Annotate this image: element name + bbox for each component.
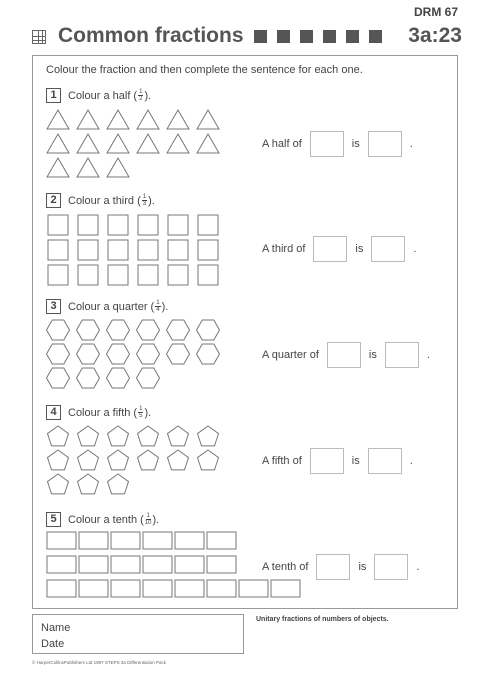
pentagon-shape[interactable]: [108, 426, 129, 446]
sentence-4: A fifth of is .: [262, 448, 413, 474]
fraction: $\frac{1}{3}$: [142, 194, 147, 207]
fraction: $\frac{1}{4}$: [156, 300, 160, 313]
hexagon-shape[interactable]: [167, 320, 190, 340]
fraction: $\frac{1}{10}$: [144, 513, 152, 526]
sheet-code-top: DRM 67: [413, 5, 458, 19]
question-number: 1: [46, 88, 61, 103]
footer-caption: Unitary fractions of numbers of objects.: [256, 616, 389, 623]
pentagon-shape[interactable]: [168, 450, 189, 470]
triangle-shape[interactable]: [107, 134, 129, 153]
rectangle-shape[interactable]: [79, 556, 108, 573]
pentagon-shape[interactable]: [48, 426, 69, 446]
hexagon-shape[interactable]: [47, 344, 70, 364]
square-shape[interactable]: [138, 240, 158, 260]
square-shape[interactable]: [138, 215, 158, 235]
pentagon-shape[interactable]: [108, 474, 129, 494]
answer-box[interactable]: [313, 236, 347, 262]
rectangle-shape[interactable]: [143, 556, 172, 573]
pentagon-shape[interactable]: [108, 450, 129, 470]
instruction: Colour the fraction and then complete the sentence for each one.: [46, 64, 363, 76]
question-text: Colour a fifth (: [68, 406, 138, 419]
square-shape[interactable]: [198, 215, 218, 235]
rectangle-shape[interactable]: [207, 556, 236, 573]
hexagon-shape[interactable]: [47, 320, 70, 340]
rectangle-shape[interactable]: [207, 532, 236, 549]
answer-box[interactable]: [316, 554, 350, 580]
question-text: Colour a quarter (: [68, 300, 155, 313]
sentence-3: A quarter of is .: [262, 342, 430, 368]
square-shape[interactable]: [48, 240, 68, 260]
square-shape[interactable]: [168, 240, 188, 260]
question-number: 2: [46, 193, 61, 208]
answer-box[interactable]: [327, 342, 361, 368]
hexagon-shape[interactable]: [197, 344, 220, 364]
rectangle-shape[interactable]: [143, 580, 172, 597]
pentagon-shape[interactable]: [78, 426, 99, 446]
rectangle-shape[interactable]: [175, 556, 204, 573]
triangle-shape[interactable]: [77, 110, 99, 129]
rectangle-shape[interactable]: [79, 532, 108, 549]
hexagon-shape[interactable]: [47, 368, 70, 388]
sentence-2: A third of is .: [262, 236, 416, 262]
hexagon-shape[interactable]: [77, 320, 100, 340]
rectangle-shape[interactable]: [207, 580, 236, 597]
square-shape[interactable]: [78, 240, 98, 260]
answer-box[interactable]: [310, 131, 344, 157]
pentagon-shape[interactable]: [48, 474, 69, 494]
hexagon-shape[interactable]: [77, 368, 100, 388]
question-text: Colour a third (: [68, 194, 141, 207]
square-shape[interactable]: [78, 265, 98, 285]
triangle-shape[interactable]: [107, 158, 129, 177]
question-3-heading: 3 Colour a quarter ( $\frac{1}{4}$ ).: [46, 299, 168, 314]
square-shape[interactable]: [138, 265, 158, 285]
rectangle-shape[interactable]: [47, 556, 76, 573]
answer-box[interactable]: [368, 448, 402, 474]
triangle-shape[interactable]: [47, 158, 69, 177]
hexagon-shape[interactable]: [107, 368, 130, 388]
pentagon-shape[interactable]: [138, 450, 159, 470]
rectangle-shape[interactable]: [143, 532, 172, 549]
sheet-code: 3a:23: [408, 24, 462, 47]
name-date-box: [32, 614, 244, 654]
rectangle-shape[interactable]: [271, 580, 300, 597]
question-2-heading: 2 Colour a third ( $\frac{1}{3}$ ).: [46, 193, 155, 208]
square-shape[interactable]: [108, 240, 128, 260]
pentagon-shape[interactable]: [198, 450, 219, 470]
rectangle-shape[interactable]: [175, 532, 204, 549]
hexagon-shape[interactable]: [197, 320, 220, 340]
question-text: Colour a tenth (: [68, 513, 144, 526]
triangle-shape[interactable]: [137, 110, 159, 129]
hexagon-shape[interactable]: [137, 368, 160, 388]
triangle-shape[interactable]: [197, 134, 219, 153]
question-5-heading: 5 Colour a tenth ( $\frac{1}{10}$ ).: [46, 512, 159, 527]
square-shape[interactable]: [198, 265, 218, 285]
rectangle-shape[interactable]: [111, 532, 140, 549]
square-shape[interactable]: [78, 215, 98, 235]
triangle-shape[interactable]: [77, 134, 99, 153]
question-text: Colour a half (: [68, 89, 138, 102]
triangle-shape[interactable]: [137, 134, 159, 153]
question-number: 5: [46, 512, 61, 527]
triangle-shape[interactable]: [167, 110, 189, 129]
answer-box[interactable]: [310, 448, 344, 474]
hexagon-shape[interactable]: [107, 344, 130, 364]
pentagon-shape[interactable]: [138, 426, 159, 446]
square-shape[interactable]: [168, 265, 188, 285]
sentence-5: A tenth of is .: [262, 554, 420, 580]
pentagon-shape[interactable]: [48, 450, 69, 470]
question-number: 3: [46, 299, 61, 314]
date-label[interactable]: Date: [41, 638, 65, 650]
hexagon-shape[interactable]: [167, 344, 190, 364]
triangle-shape[interactable]: [77, 158, 99, 177]
square-shape[interactable]: [48, 265, 68, 285]
question-number: 4: [46, 405, 61, 420]
name-label[interactable]: Name: [41, 622, 71, 634]
answer-box[interactable]: [374, 554, 408, 580]
hexagon-shape[interactable]: [137, 320, 160, 340]
rectangle-shape[interactable]: [175, 580, 204, 597]
answer-box[interactable]: [371, 236, 405, 262]
square-shape[interactable]: [108, 215, 128, 235]
triangle-shape[interactable]: [47, 110, 69, 129]
answer-box[interactable]: [385, 342, 419, 368]
pentagon-shape[interactable]: [198, 426, 219, 446]
triangle-shape[interactable]: [107, 110, 129, 129]
rectangle-shape[interactable]: [111, 556, 140, 573]
rectangle-shape[interactable]: [47, 532, 76, 549]
page-title: Common fractions: [58, 24, 244, 47]
triangle-shape[interactable]: [197, 110, 219, 129]
rectangle-shape[interactable]: [79, 580, 108, 597]
copyright: © HarperCollinsPublishers Ltd 1997 STEPS 3a Differentiation Pack: [32, 660, 167, 665]
triangle-shape[interactable]: [47, 134, 69, 153]
rectangle-shape[interactable]: [239, 580, 268, 597]
pentagon-shape[interactable]: [78, 474, 99, 494]
question-1-heading: 1 Colour a half ( $\frac{1}{2}$ ).: [46, 88, 151, 103]
hexagon-shape[interactable]: [107, 320, 130, 340]
rectangle-shape[interactable]: [111, 580, 140, 597]
hexagon-shape[interactable]: [137, 344, 160, 364]
square-shape[interactable]: [198, 240, 218, 260]
triangle-shape[interactable]: [167, 134, 189, 153]
sentence-1: A half of is .: [262, 131, 413, 157]
rectangle-shape[interactable]: [47, 580, 76, 597]
question-4-heading: 4 Colour a fifth ( $\frac{1}{5}$ ).: [46, 405, 151, 420]
pentagon-shape[interactable]: [78, 450, 99, 470]
square-shape[interactable]: [48, 215, 68, 235]
square-shape[interactable]: [168, 215, 188, 235]
hexagon-shape[interactable]: [77, 344, 100, 364]
pentagon-shape[interactable]: [168, 426, 189, 446]
fraction: $\frac{1}{5}$: [139, 406, 143, 419]
fraction: $\frac{1}{2}$: [139, 89, 143, 102]
answer-box[interactable]: [368, 131, 402, 157]
square-shape[interactable]: [108, 265, 128, 285]
